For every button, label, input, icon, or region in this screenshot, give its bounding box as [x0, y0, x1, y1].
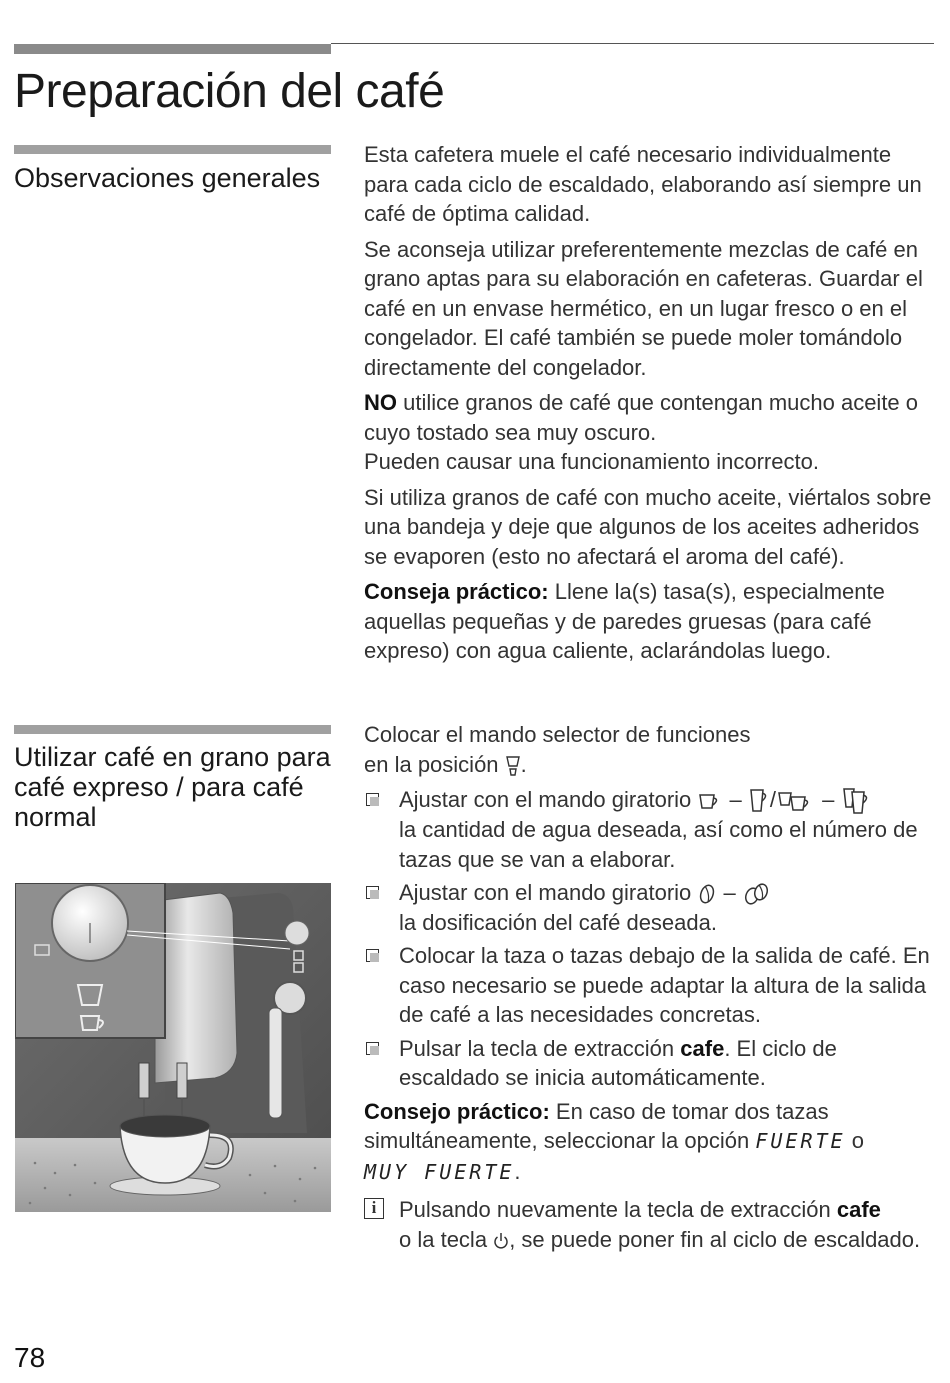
step4-text-a: Pulsar la tecla de extracción	[399, 1035, 675, 1061]
selector-instruction-line1: Colocar el mando selector de funciones	[364, 722, 751, 747]
tip2-text: En caso de tomar dos tazas simultáneamente, seleccionar la opción	[364, 1098, 829, 1154]
step-cup-position	[364, 941, 940, 1030]
coffee-machine-illustration	[15, 883, 331, 1212]
option-fuerte: FUERTE	[755, 1129, 846, 1154]
selector-instruction-line2: en la posición	[364, 751, 499, 777]
option-muy-fuerte: MUY FUERTE	[364, 1159, 515, 1184]
dash-3: –	[723, 880, 736, 906]
header-rule-thin	[331, 43, 934, 44]
tip2-label: Consejo práctico:	[364, 1098, 550, 1124]
info-icon: i	[364, 1198, 384, 1219]
power-icon	[493, 1232, 509, 1250]
section-body-observaciones	[364, 140, 940, 672]
tip-text: Llene la(s) tasa(s), especialmente aquellas pequeñas y de paredes gruesas (para café expreso) con agua caliente, aclarándolas luego.	[364, 579, 885, 663]
step1-text-b: la cantidad de agua deseada, así como el número de tazas que se van a elaborar.	[399, 817, 918, 872]
paragraph-warning	[364, 388, 940, 477]
page-number: 78	[14, 1342, 46, 1373]
step3-text: Colocar la taza o tazas debajo de la salida de café. En caso necesario se puede adaptar la altura de la salida de café a las necesidades concretas.	[399, 943, 930, 1028]
info-text-b: o la tecla	[399, 1226, 488, 1252]
section-heading-observaciones: Observaciones generales	[14, 163, 321, 193]
tip-two-cups	[364, 1097, 940, 1188]
step-extraction-key	[364, 1034, 940, 1093]
checkbox-bullet	[366, 949, 379, 962]
paragraph-tip	[364, 577, 940, 666]
checkbox-bullet	[366, 793, 379, 806]
step2-text-a: Ajustar con el mando giratorio	[399, 880, 692, 906]
two-beans-icon	[742, 882, 772, 906]
tip2-end: .	[514, 1158, 521, 1184]
two-small-cups-icon	[776, 789, 816, 813]
paragraph-oily-beans: Si utiliza granos de café con mucho aceite, viértalos sobre una bandeja y deje que algunos de los aceites adheridos se evaporen (esto no afectará el aroma del café).	[364, 484, 932, 569]
step2-text-b: la dosificación del café deseada.	[399, 909, 717, 935]
warning-consequence: Pueden causar una funcionamiento incorrecto.	[364, 449, 819, 474]
checkbox-bullet	[366, 1042, 379, 1055]
dash-2: –	[822, 787, 835, 812]
large-cup-icon	[748, 788, 770, 814]
step4-text-b: . El ciclo de escaldado se inicia automáticamente.	[399, 1035, 837, 1091]
warning-label: NO	[364, 390, 397, 415]
step-coffee-dose	[364, 878, 940, 937]
section-bar-observaciones	[14, 145, 331, 154]
grinder-position-icon	[505, 755, 521, 777]
section-bar-cafe-grano	[14, 725, 331, 734]
page-title: Preparación del café	[14, 65, 445, 118]
slash: /	[769, 787, 777, 812]
section-heading-cafe-grano: Utilizar café en grano para café expreso / para café normal	[14, 742, 331, 832]
one-bean-icon	[697, 882, 717, 906]
header-rule-thick	[14, 44, 331, 54]
info-text-c: , se puede poner fin al ciclo de escaldado.	[509, 1226, 921, 1252]
cafe-key-label: cafe	[680, 1035, 725, 1061]
tip2-or: o	[845, 1128, 864, 1154]
checkbox-bullet	[366, 886, 379, 899]
selector-instruction-end: .	[520, 751, 527, 777]
info-text-a: Pulsando nuevamente la tecla de extracción	[399, 1197, 831, 1223]
dash-1: –	[729, 787, 742, 812]
two-large-cups-icon	[841, 787, 873, 815]
paragraph-storage: Se aconseja utilizar preferentemente mezclas de café en grano aptas para su elaboración en cafeteras. Guardar el café en un envase hermético, en un lugar fresco o en el congelador. El café también se puede moler tomándolo directamente del congelador.	[364, 236, 923, 380]
step1-text-a: Ajustar con el mando giratorio	[399, 787, 692, 812]
section-body-cafe-grano	[364, 720, 940, 1254]
paragraph-intro: Esta cafetera muele el café necesario individualmente para cada ciclo de escaldado, elaborando así siempre un café de óptima calidad.	[364, 142, 922, 226]
step-water-amount	[364, 785, 940, 874]
selector-instruction	[364, 720, 940, 779]
info-cafe-key-label: cafe	[836, 1197, 881, 1223]
info-note-stop-cycle	[364, 1195, 940, 1254]
tip-label: Conseja práctico:	[364, 579, 549, 604]
small-cup-icon	[697, 791, 723, 811]
warning-text: utilice granos de café que contengan mucho aceite o cuyo tostado sea muy oscuro.	[364, 390, 919, 445]
